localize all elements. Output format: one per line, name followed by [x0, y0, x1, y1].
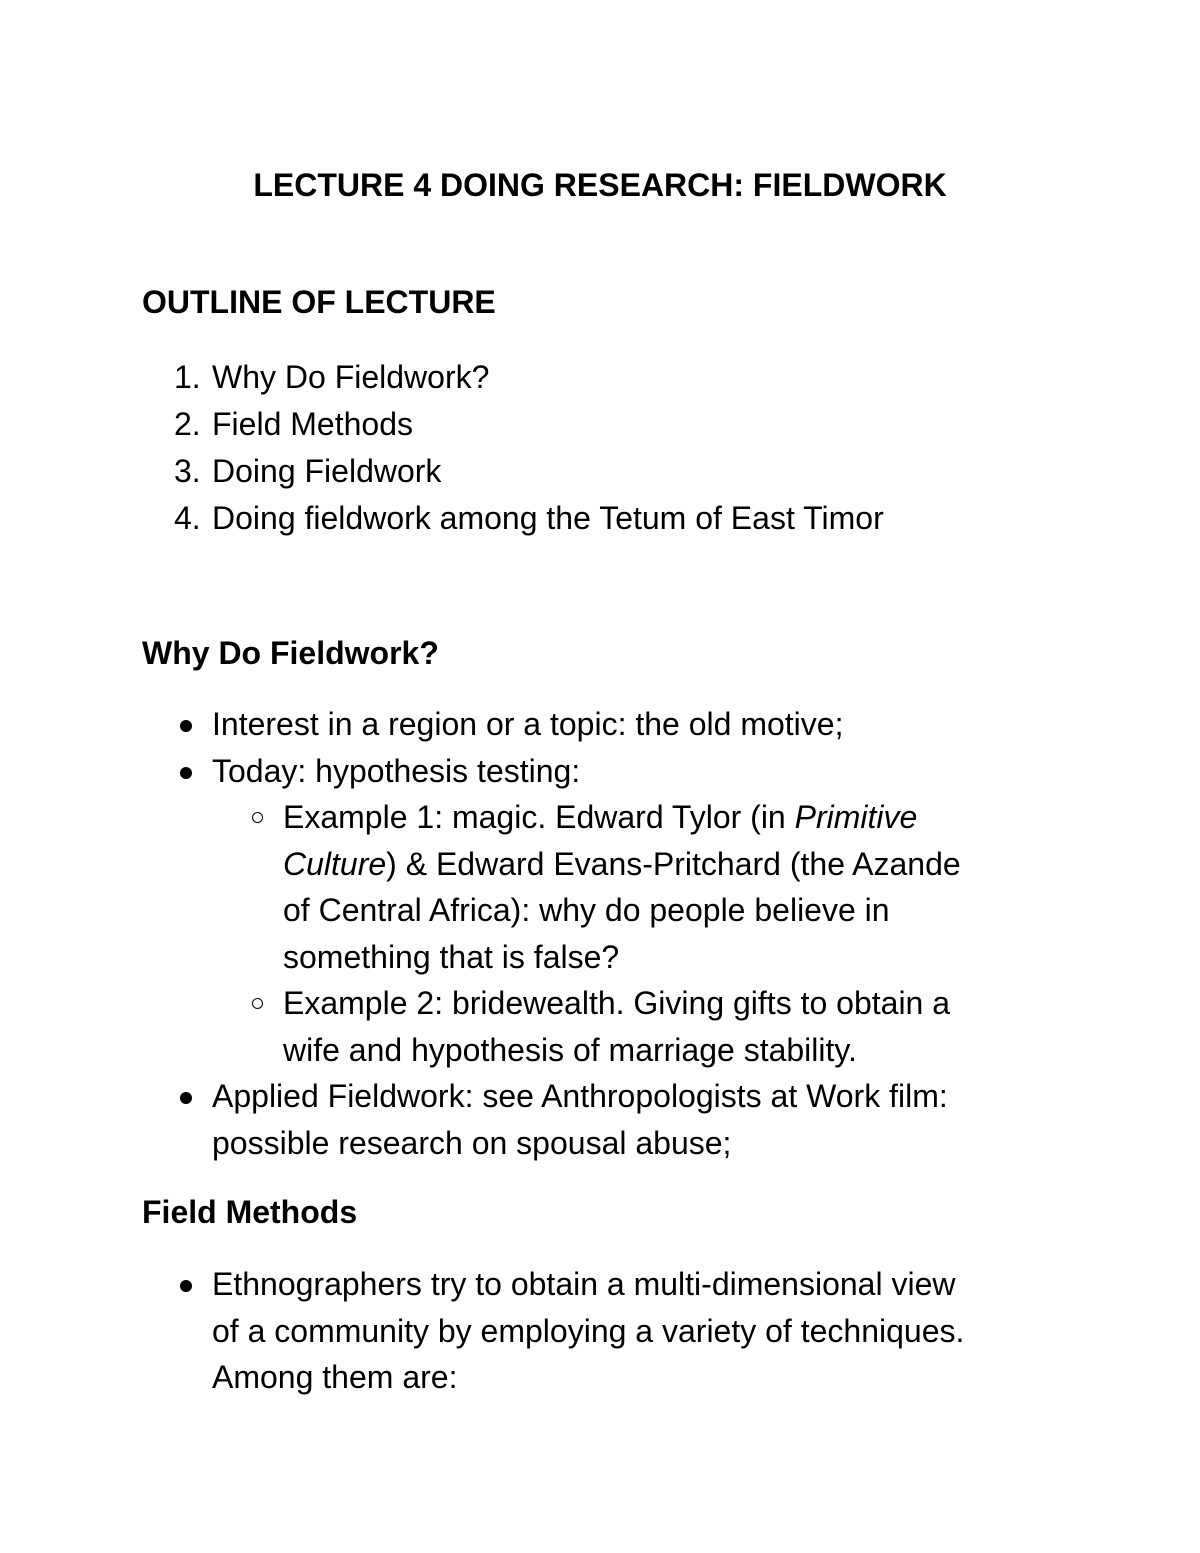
outline-item [172, 401, 884, 448]
outline-item [172, 354, 884, 401]
list-item-line: Applied Fieldwork: see Anthropologists at Work film: [212, 1078, 948, 1114]
bullet-icon [180, 767, 192, 779]
outline-item-text: Field Methods [212, 406, 413, 442]
example-1-line: something that is false? [283, 938, 620, 975]
list-item-text: Interest in a region or a topic: the old motive; [212, 706, 844, 742]
outline-item [172, 495, 884, 542]
book-title-italic: Culture [283, 845, 387, 882]
why-fieldwork-list [172, 701, 1032, 1166]
outline-item-text: Doing Fieldwork [212, 453, 442, 489]
bullet-icon [180, 1092, 192, 1104]
list-item-line: Among them are: [212, 1359, 458, 1395]
outline-item-number: 4. [174, 500, 201, 536]
hollow-bullet-icon [252, 998, 263, 1009]
list-item [172, 748, 1032, 1074]
outline-item-text: Doing fieldwork among the Tetum of East Timor [212, 500, 884, 536]
list-item-line: of a community by employing a variety of techniques. [212, 1312, 965, 1349]
outline-item-number: 1. [174, 359, 201, 395]
list-item-text: Today: hypothesis testing: [212, 752, 581, 789]
outline-list [172, 354, 884, 542]
outline-heading: OUTLINE OF LECTURE [142, 284, 496, 320]
example-2-line: Example 2: bridewealth. Giving gifts to obtain a [283, 985, 951, 1021]
document-title: LECTURE 4 DOING RESEARCH: FIELDWORK [253, 167, 947, 203]
sublist-item-example-1 [212, 794, 1032, 980]
example-2-line: wife and hypothesis of marriage stability. [283, 1031, 857, 1068]
field-methods-list [172, 1261, 1052, 1401]
outline-item-text: Why Do Fieldwork? [212, 359, 490, 395]
text-run: ) & Edward Evans-Pritchard (the Azande [386, 845, 961, 882]
why-fieldwork-heading: Why Do Fieldwork? [142, 635, 439, 671]
bullet-icon [180, 720, 192, 732]
book-title-italic: Primitive [794, 799, 918, 835]
outline-item [172, 448, 884, 495]
sublist-item-example-2 [212, 980, 1032, 1073]
list-item [172, 701, 1032, 748]
bullet-icon [180, 1280, 192, 1292]
text-run: Example 1: magic. Edward Tylor (in [283, 799, 795, 835]
hollow-bullet-icon [252, 812, 263, 823]
list-item-line: Ethnographers try to obtain a multi-dimensional view [212, 1266, 956, 1302]
outline-item-number: 2. [174, 406, 201, 442]
list-item-line: possible research on spousal abuse; [212, 1124, 732, 1161]
example-1-line: of Central Africa): why do people believe in [283, 892, 890, 928]
list-item [172, 1073, 1032, 1166]
examples-sublist [212, 794, 1032, 1073]
example-1-line [283, 841, 1032, 888]
field-methods-heading: Field Methods [142, 1194, 358, 1230]
example-1-line [283, 794, 1032, 841]
outline-item-number: 3. [174, 453, 201, 489]
list-item [172, 1261, 1052, 1401]
